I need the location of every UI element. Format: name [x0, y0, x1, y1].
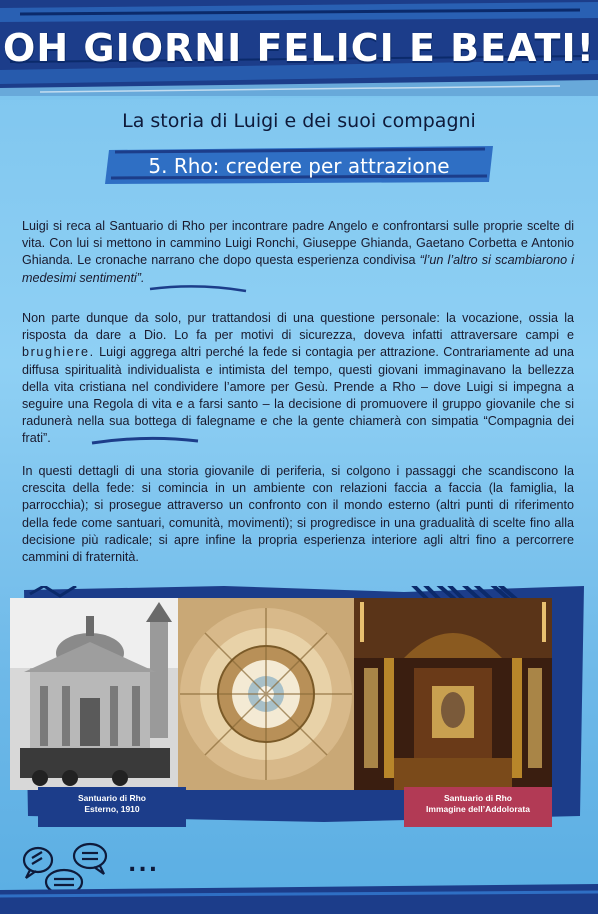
paragraph-2-text-a: Non parte dunque da solo, pur trattandosi di una questione personale: la vocazione, ossia la risposta da dare a Dio. Lo fa per motivi di sicurezza, doveva infatti attraversare campi e	[22, 311, 574, 343]
subtitle: La storia di Luigi e dei suoi compagni	[122, 110, 476, 132]
page-title: OH GIORNI FELICI E BEATI!	[3, 26, 595, 70]
quote-underline-stroke	[148, 281, 248, 295]
photo-santuario-exterior	[10, 598, 178, 790]
church-exterior-image	[10, 598, 178, 790]
chapter-heading: 5. Rho: credere per attrazione	[148, 154, 450, 178]
footer-brush-stroke	[0, 880, 598, 914]
photo-dome-interior	[178, 598, 354, 790]
caption-left-line-2: Esterno, 1910	[84, 804, 140, 814]
paragraph-2	[22, 310, 574, 448]
caption-right-line-1: Santuario di Rho	[444, 793, 512, 803]
photo-altar-addolorata	[354, 598, 552, 790]
caption-left-line-1: Santuario di Rho	[78, 793, 146, 803]
highlight-underline-stroke	[90, 433, 200, 449]
ellipsis-text: ...	[128, 852, 160, 877]
paragraph-1	[22, 218, 574, 287]
caption-right-line-2: Immagine dell’Addolorata	[426, 804, 530, 814]
paragraph-2-text-b: Luigi aggrega altri perché la fede si contagia per attrazione. Contrariamente ad una diffusa spiritualità individualista e intimista del tempo, questi giovani immaginavano la bellezza della vita cristiana nel condividere l’amore per Gesù. Prende a Rho – dove Luigi si impegna a seguire una Regola di vita e a farsi santo – la decisione di promuovere il gruppo giovanile che si radunerà nella sua bottega di falegname e che la gente chiamerà con simpatia “Compagnia dei frati”.	[22, 345, 574, 446]
caption-addolorata	[404, 787, 552, 827]
paragraph-1-quote: “l’un l’altro si scambiarono i medesimi sentimenti”.	[22, 253, 574, 285]
paragraph-1-text: Luigi si reca al Santuario di Rho per incontrare padre Angelo e confrontarsi sulle proprie scelte di vita. Con lui si mettono in cammino Luigi Ronchi, Giuseppe Ghianda, Gaetano Corbetta e Antonio Ghianda. Le cronache narrano che dopo questa esperienza condivisa	[22, 219, 574, 268]
paragraph-3: In questi dettagli di una storia giovanile di periferia, si colgono i passaggi che scandiscono la crescita della fede: si comincia in un ambiente con relazioni faccia a faccia (la famiglia, la parrocchia); si prosegue attraverso un confronto con il mondo esterno (altri punti di riferimento della fede come santuari, comunità, movimenti); si progredisce in una gradualità di scelte fino alla decisione più radicale; si apre infine la propria esperienza interiore agli altri fino a percorrere cammini di fraternità.	[22, 464, 574, 565]
paragraph-2-spaced-word: brughiere.	[22, 345, 95, 360]
dome-interior-image	[178, 598, 354, 790]
caption-santuario-exterior	[38, 787, 186, 827]
altar-image	[354, 598, 552, 790]
